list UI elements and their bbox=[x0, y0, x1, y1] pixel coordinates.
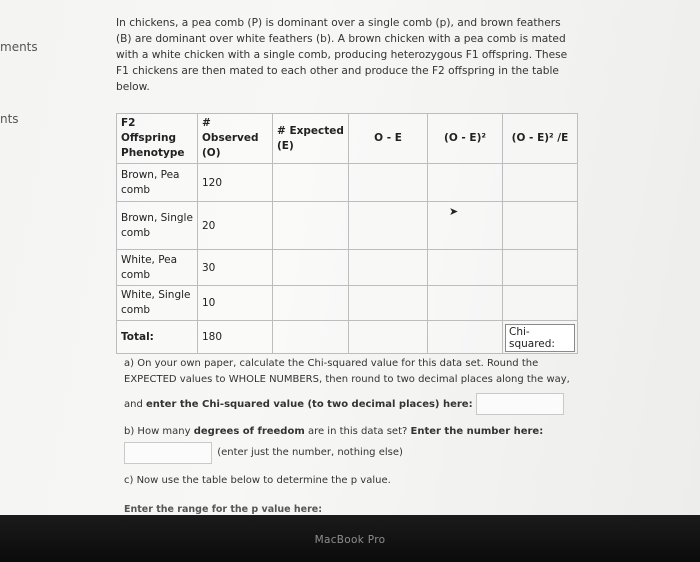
total-label: Total: bbox=[117, 321, 198, 354]
total-empty-cell bbox=[349, 321, 428, 354]
observed-cell: 120 bbox=[198, 164, 273, 202]
question-a: a) On your own paper, calculate the Chi-squared value for this data set. Round the EXPECTED values to WHOLE NUMBERS, then round to two decimal places along the way, and enter the Chi-squared value (to two decimal places) here: bbox=[124, 356, 570, 415]
o-minus-e-cell[interactable] bbox=[349, 164, 428, 202]
header-observed: # Observed (O) bbox=[198, 114, 273, 164]
o-minus-e-cell[interactable] bbox=[349, 250, 428, 286]
o-minus-e-squared-cell[interactable] bbox=[428, 202, 503, 250]
phenotype-cell: White, Single comb bbox=[117, 286, 198, 321]
o-minus-e-squared-over-e-cell[interactable] bbox=[503, 286, 578, 321]
o-minus-e-squared-over-e-cell[interactable] bbox=[503, 202, 578, 250]
expected-cell[interactable] bbox=[273, 164, 349, 202]
table-row bbox=[117, 286, 578, 321]
sidebar-fragment-mid[interactable]: nts bbox=[0, 112, 19, 126]
table-total-row bbox=[117, 321, 578, 354]
observed-cell: 10 bbox=[198, 286, 273, 321]
chi-square-table bbox=[116, 113, 578, 354]
expected-cell[interactable] bbox=[273, 202, 349, 250]
question-b: b) How many degrees of freedom are in this data set? Enter the number here: (enter just the number, nothing else) bbox=[124, 424, 543, 464]
table-row bbox=[117, 250, 578, 286]
header-o-minus-e: O - E bbox=[349, 114, 428, 164]
total-value: 180 bbox=[198, 321, 273, 354]
header-o-minus-e-squared-over-e: (O - E)² /E bbox=[503, 114, 578, 164]
header-phenotype: F2 Offspring Phenotype bbox=[117, 114, 198, 164]
header-expected: # Expected (E) bbox=[273, 114, 349, 164]
question-d-cut: Enter the range for the p value here: bbox=[124, 504, 323, 515]
phenotype-cell: Brown, Single comb bbox=[117, 202, 198, 250]
observed-cell: 20 bbox=[198, 202, 273, 250]
laptop-brand-label: MacBook Pro bbox=[314, 534, 386, 546]
chi-squared-label: Chi-squared: bbox=[505, 324, 575, 352]
sidebar-fragment-top[interactable]: ments bbox=[0, 40, 38, 54]
total-empty-cell bbox=[428, 321, 503, 354]
total-expected-cell bbox=[273, 321, 349, 354]
observed-cell: 30 bbox=[198, 250, 273, 286]
expected-cell[interactable] bbox=[273, 250, 349, 286]
o-minus-e-squared-cell[interactable] bbox=[428, 286, 503, 321]
table-row bbox=[117, 164, 578, 202]
o-minus-e-squared-cell[interactable] bbox=[428, 250, 503, 286]
expected-cell[interactable] bbox=[273, 286, 349, 321]
chi-squared-cell bbox=[503, 321, 578, 354]
table-header-row bbox=[117, 114, 578, 164]
problem-intro: In chickens, a pea comb (P) is dominant over a single comb (p), and brown feathers (B) are dominant over white feathers (b). A brown chicken with a pea comb is mated with a white chicken with a single comb, producing heterozygous F1 offspring. These F1 chickens are then mated to each other and produce the F2 offspring in the table below. bbox=[116, 17, 568, 93]
o-minus-e-cell[interactable] bbox=[349, 202, 428, 250]
table-row bbox=[117, 202, 578, 250]
mouse-cursor-icon: ➤ bbox=[449, 205, 459, 218]
phenotype-cell: White, Pea comb bbox=[117, 250, 198, 286]
degrees-of-freedom-input[interactable] bbox=[124, 442, 212, 464]
header-o-minus-e-squared: (O - E)² bbox=[428, 114, 503, 164]
o-minus-e-cell[interactable] bbox=[349, 286, 428, 321]
o-minus-e-squared-over-e-cell[interactable] bbox=[503, 164, 578, 202]
chi-squared-answer-input[interactable] bbox=[476, 393, 564, 415]
phenotype-cell: Brown, Pea comb bbox=[117, 164, 198, 202]
question-c: c) Now use the table below to determine the p value. bbox=[124, 475, 391, 486]
o-minus-e-squared-cell[interactable] bbox=[428, 164, 503, 202]
o-minus-e-squared-over-e-cell[interactable] bbox=[503, 250, 578, 286]
